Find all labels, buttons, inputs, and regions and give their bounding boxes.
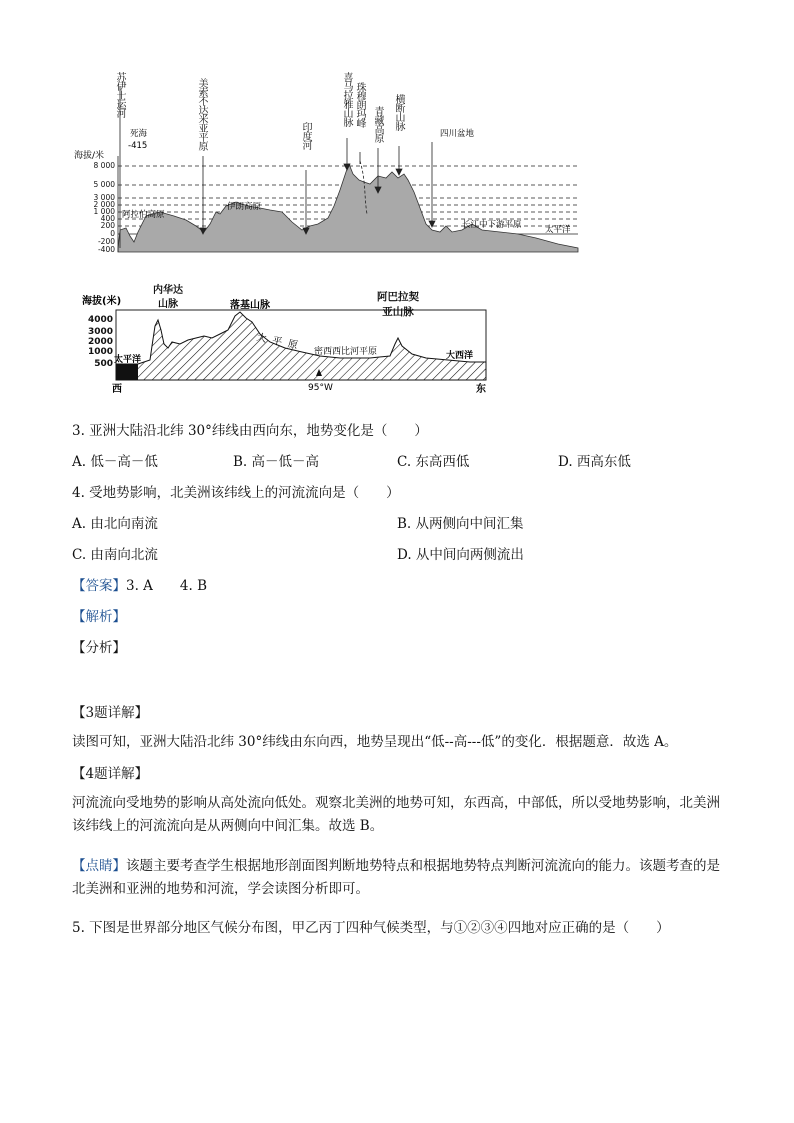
q3-option-d: D. 西高东低 — [558, 454, 631, 470]
q3-option-b: B. 高－低－高 — [233, 454, 320, 470]
label-appalachian: 阿巴拉契亚山脉 — [377, 291, 419, 318]
label-everest: 珠穆朗玛峰 — [354, 82, 365, 127]
q5-stem: 5. 下图是世界部分地区气候分布图，甲乙丙丁四种气候类型，与①②③④四地对应正确的是（ ） — [72, 920, 670, 936]
y-tick: 1 000 — [93, 207, 115, 216]
label-west: 西 — [112, 384, 122, 394]
label-missi: 密西西比河平原 — [314, 347, 378, 357]
label-tibet: 青藏高原 — [372, 106, 383, 142]
dianjing-paragraph — [72, 855, 724, 901]
detail3-tag: 【3题详解】 — [72, 705, 149, 721]
answer-line — [72, 576, 207, 596]
label-sichuan: 四川盆地 — [440, 129, 475, 139]
namerica-profile-svg — [80, 282, 492, 394]
label-pacific: 太平洋 — [114, 355, 142, 365]
answer-text: 3. A 4. B — [126, 578, 208, 594]
asia-profile-figure — [70, 66, 590, 256]
q3-stem: 3. 亚洲大陆沿北纬 30°纬线由西向东，地势变化是（ ） — [72, 423, 428, 439]
y-tick: 400 — [100, 214, 115, 223]
y-tick: 5 000 — [93, 180, 115, 189]
y-axis-label: 海拔/米 — [74, 151, 105, 161]
detail3-text: 读图可知，亚洲大陆沿北纬 30°纬线由东向西，地势呈现出“低--高---低”的变化．根据题意．故选 A。 — [72, 734, 678, 750]
detail4-tag: 【4题详解】 — [72, 766, 149, 782]
label-hengduan: 横断山脉 — [393, 94, 404, 130]
asia-terrain — [118, 164, 578, 252]
label-suez: 苏伊士运河 — [114, 72, 125, 117]
dianjing-text: 该题主要考查学生根据地形剖面图判断地势特点和根据地势特点判断河流流向的能力。该题考查的是北美洲和亚洲的地势和河流，学会读图分析即可。 — [72, 858, 720, 897]
q4-option-d: D. 从中间向两侧流出 — [397, 547, 524, 563]
y-tick: 500 — [94, 359, 113, 369]
label-arab: 阿拉伯高原 — [122, 210, 165, 220]
label-meridian: 95°W — [308, 383, 333, 393]
y-tick: 0 — [110, 229, 115, 238]
dianjing-tag: 【点睛】 — [72, 858, 126, 874]
y-tick: 3 000 — [93, 193, 115, 202]
label-atlantic: 大西洋 — [446, 351, 474, 361]
q3-option-c: C. 东高西低 — [397, 454, 470, 470]
label-iran: 伊朗高原 — [227, 202, 262, 212]
label-plain: 大平原 — [255, 332, 305, 353]
label-himalaya: 喜马拉雅山脉 — [341, 72, 352, 126]
label-yangtze: 长江中下游平原 — [462, 220, 522, 230]
answer-tag: 【答案】 — [72, 578, 126, 594]
q4-stem: 4. 受地势影响，北美洲该纬线上的河流流向是（ ） — [72, 485, 400, 501]
label-east: 东 — [476, 384, 486, 394]
y-tick: 2 000 — [93, 200, 115, 209]
label-indus: 印度河 — [300, 122, 311, 149]
y-tick: 200 — [100, 221, 115, 230]
namerica-profile-figure — [80, 282, 492, 394]
y-tick: -200 — [97, 237, 115, 246]
q3-option-a: A. 低－高－低 — [72, 454, 158, 470]
y-tick: 8 000 — [93, 161, 115, 170]
q4-option-a: A. 由北向南流 — [72, 516, 158, 532]
fenxi-tag: 【分析】 — [72, 640, 126, 656]
label-deadsea-value: -415 — [128, 141, 148, 151]
label-deadsea: 死海 — [130, 129, 148, 139]
y-tick: 1000 — [87, 347, 113, 357]
label-pacific: 太平洋 — [545, 225, 571, 235]
label-nevada: 内华达山脉 — [153, 285, 183, 310]
label-meso: 美索不达米亚平原 — [196, 78, 207, 150]
analysis-tag: 【解析】 — [72, 609, 126, 625]
q4-option-b: B. 从两侧向中间汇集 — [397, 516, 524, 532]
detail4-text: 河流流向受地势的影响从高处流向低处。观察北美洲的地势可知，东西高，中部低，所以受地势影响，北美洲该纬线上的河流流向是从两侧向中间汇集。故选 B。 — [72, 795, 720, 834]
asia-profile-svg — [70, 66, 590, 256]
y-tick: -400 — [97, 245, 115, 254]
q4-option-c: C. 由南向北流 — [72, 547, 158, 563]
y-tick: 3000 — [87, 327, 113, 337]
y-axis-label: 海拔(米) — [82, 296, 122, 307]
y-tick: 4000 — [87, 315, 113, 325]
label-rocky: 落基山脉 — [230, 300, 270, 311]
y-tick: 2000 — [87, 337, 113, 347]
